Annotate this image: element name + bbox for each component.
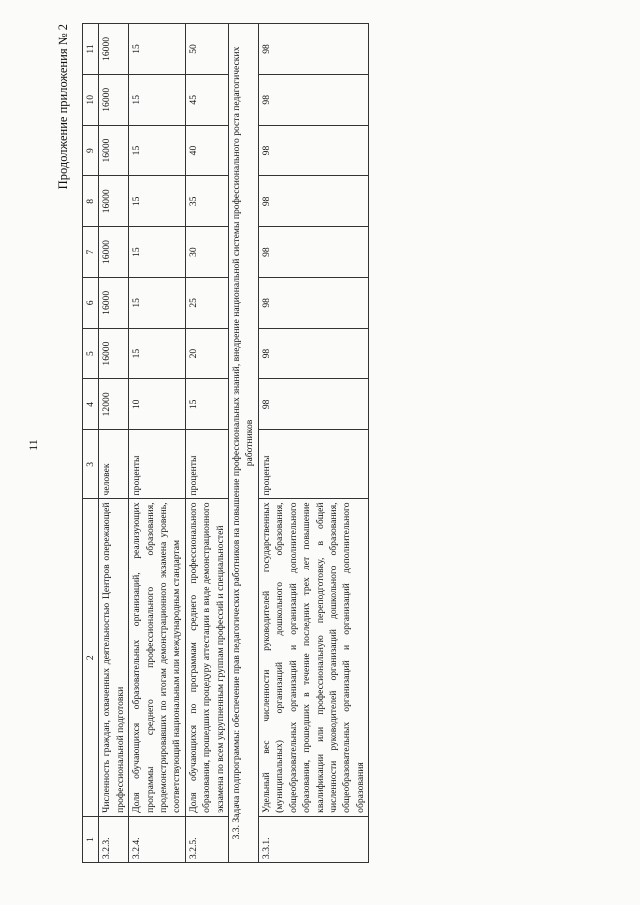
table-row <box>258 24 368 863</box>
indicator-value: 98 <box>258 227 368 278</box>
column-number: 5 <box>83 328 99 379</box>
indicator-value: 15 <box>129 277 186 328</box>
column-number: 3 <box>83 430 99 499</box>
row-number: 3.2.3. <box>99 816 129 862</box>
row-number: 3.3.1. <box>258 816 368 862</box>
indicators-table <box>82 23 369 863</box>
indicator-value: 15 <box>129 227 186 278</box>
column-number: 11 <box>83 24 99 75</box>
indicator-value: 98 <box>258 277 368 328</box>
indicator-name: Доля обучающихся по программам среднего профессионального образования, прошедших процедуру аттестации в виде демонстрационного экзамена по всем укрупненным группам профессий и специальностей <box>185 499 228 816</box>
indicator-value: 98 <box>258 125 368 176</box>
indicator-value: 16000 <box>99 176 129 227</box>
table-row <box>129 24 186 863</box>
column-number: 7 <box>83 227 99 278</box>
column-number: 8 <box>83 176 99 227</box>
indicator-name: Доля обучающихся образовательных организаций, реализующих программы среднего профессионального образования, продемонстрировавших по итогам демонстрационного экзамена уровень, соответствующий национальным или международным стандартам <box>129 499 186 816</box>
column-number: 6 <box>83 277 99 328</box>
column-number: 10 <box>83 74 99 125</box>
table-row <box>99 24 129 863</box>
table-row <box>185 24 228 863</box>
indicator-value: 16000 <box>99 125 129 176</box>
subprogram-task: 3.3. Задача подпрограммы: обеспечение прав педагогических работников на повышение профессиональных знаний, внедрение национальной системы профессионального роста педагогических работников <box>229 24 259 863</box>
indicator-value: 98 <box>258 328 368 379</box>
row-number: 3.2.5. <box>185 816 228 862</box>
column-number: 9 <box>83 125 99 176</box>
indicator-value: 15 <box>129 328 186 379</box>
indicator-value: 20 <box>185 328 228 379</box>
indicator-value: 16000 <box>99 277 129 328</box>
column-number-row <box>83 24 99 863</box>
unit-of-measure: проценты <box>258 430 368 499</box>
indicator-value: 12000 <box>99 379 129 430</box>
indicator-name: Удельный вес численности руководителей государственных (муниципальных) организаций дошкольного образования, общеобразовательных организаций и организаций дополнительного образования, прошедших в течение последних трех лет повышение квалификации или профессиональную переподготовку, в общей численности руководителей организаций дошкольного образования, общеобразовательных организаций и организаций дополнительного образования <box>258 499 368 816</box>
rotated-page-content <box>10 10 610 880</box>
unit-of-measure: человек <box>99 430 129 499</box>
indicator-value: 25 <box>185 277 228 328</box>
column-number: 1 <box>83 816 99 862</box>
indicator-value: 30 <box>185 227 228 278</box>
task-row <box>229 24 259 863</box>
indicator-value: 98 <box>258 176 368 227</box>
indicator-value: 15 <box>129 125 186 176</box>
appendix-note: Продолжение приложения № 2 <box>56 24 70 190</box>
indicator-value: 98 <box>258 379 368 430</box>
indicator-value: 45 <box>185 74 228 125</box>
indicator-value: 16000 <box>99 74 129 125</box>
indicator-value: 35 <box>185 176 228 227</box>
indicator-value: 98 <box>258 24 368 75</box>
indicator-value: 15 <box>129 176 186 227</box>
indicator-value: 16000 <box>99 328 129 379</box>
indicator-value: 15 <box>129 24 186 75</box>
indicator-value: 16000 <box>99 24 129 75</box>
column-number: 4 <box>83 379 99 430</box>
indicator-value: 15 <box>129 74 186 125</box>
indicator-value: 50 <box>185 24 228 75</box>
indicator-value: 15 <box>185 379 228 430</box>
indicator-value: 10 <box>129 379 186 430</box>
unit-of-measure: проценты <box>185 430 228 499</box>
indicator-name: Численность граждан, охваченных деятельностью Центров опережающей профессиональной подготовки <box>99 499 129 816</box>
indicator-value: 16000 <box>99 227 129 278</box>
page-number: 11 <box>26 439 40 451</box>
unit-of-measure: проценты <box>129 430 186 499</box>
indicator-value: 40 <box>185 125 228 176</box>
column-number: 2 <box>83 499 99 816</box>
indicator-value: 98 <box>258 74 368 125</box>
row-number: 3.2.4. <box>129 816 186 862</box>
